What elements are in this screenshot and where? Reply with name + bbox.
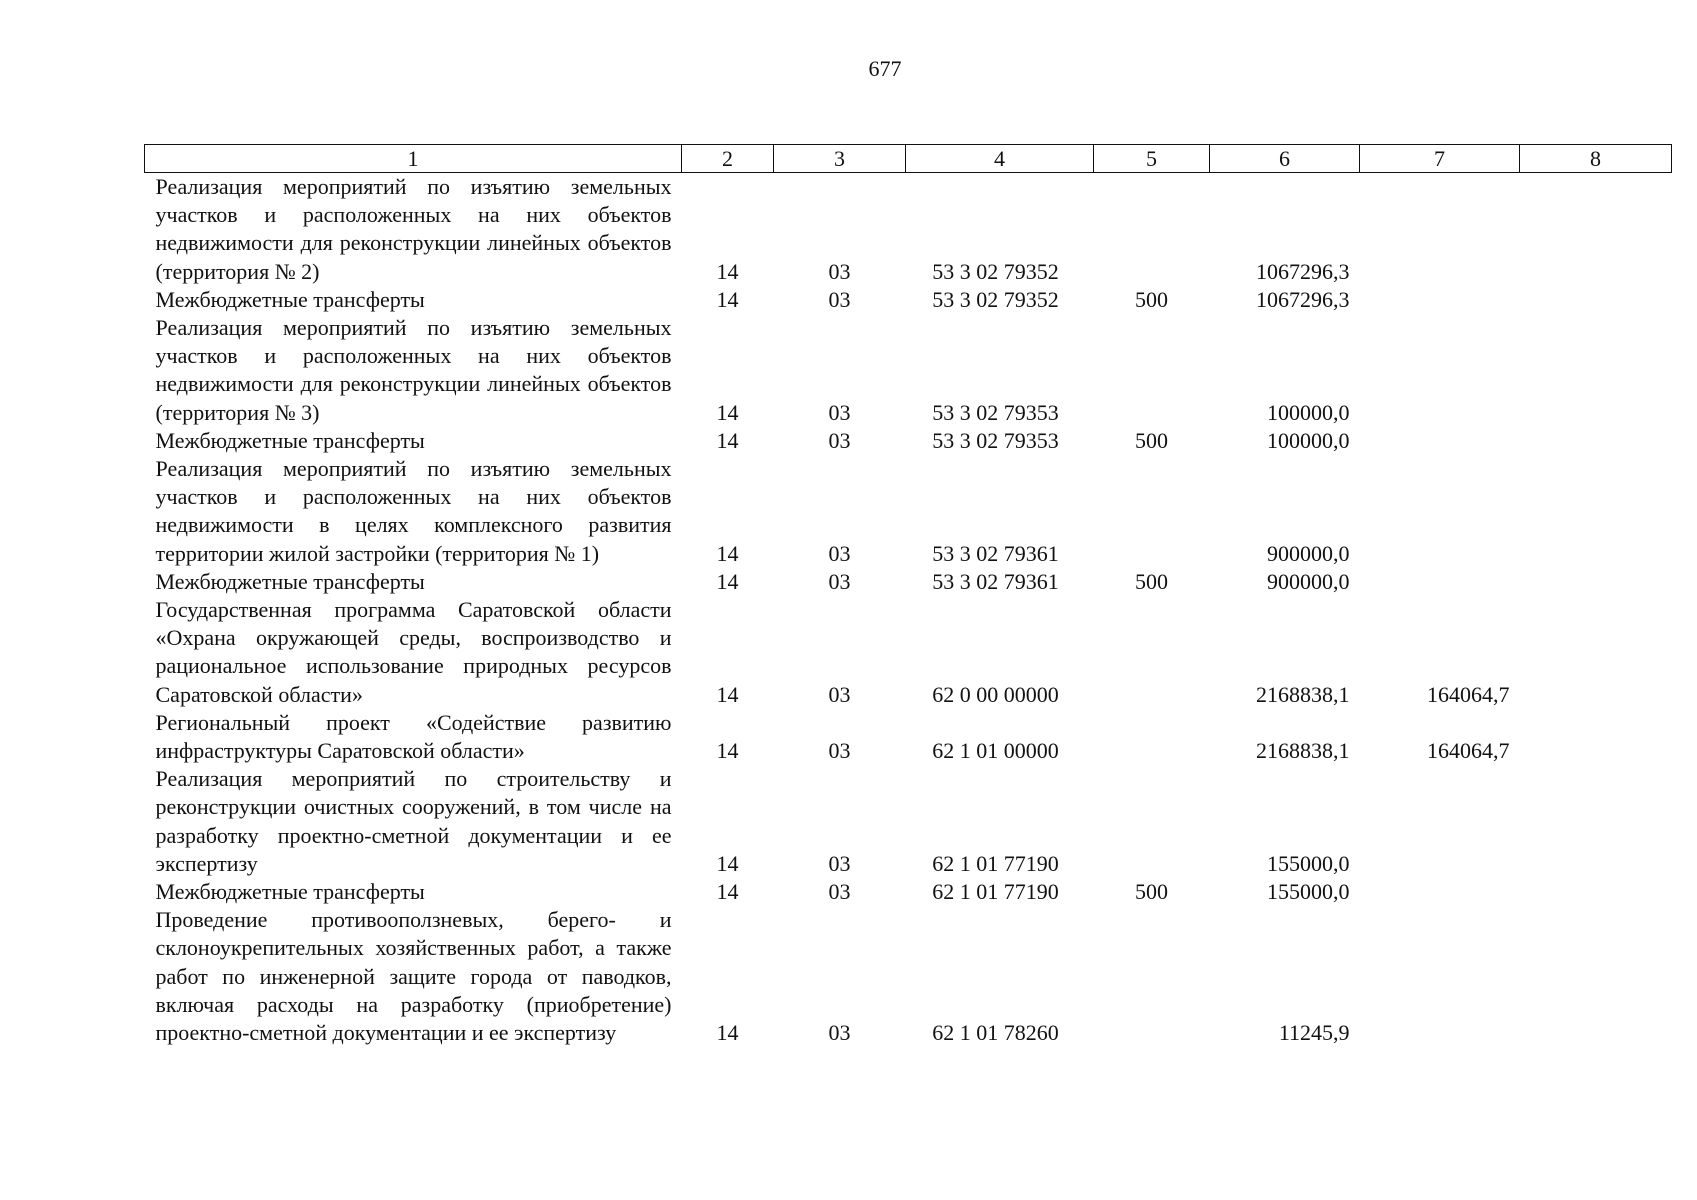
table-row [145,173,1672,286]
cell-col-8 [1520,765,1672,878]
header-col-7: 7 [1360,145,1520,173]
cell-col-5 [1094,596,1210,709]
table-row [145,427,1672,455]
table-row [145,906,1672,1047]
cell-col-4: 53 3 02 79361 [932,540,1059,566]
cell-col-8 [1520,596,1672,709]
table-body [145,173,1672,1048]
cell-col-5 [1094,906,1210,1047]
cell-col-5: 500 [1135,427,1168,453]
row-name: Проведение противооползневых, берего- и склоноукрепительных хозяйственных работ, а также работ по инженерной защите города от паводков, включая расходы на разработку (приобретение) проектно-сметной документации и ее экспертизу [155,907,672,1046]
cell-col-2: 14 [716,738,739,764]
cell-col-6: 155000,0 [1267,850,1350,876]
cell-col-3: 03 [828,286,851,312]
cell-col-7 [1360,427,1520,455]
row-name: Межбюджетные трансферты [155,568,425,594]
cell-col-5 [1094,765,1210,878]
cell-col-7: 164064,7 [1427,738,1510,764]
header-col-5: 5 [1094,145,1210,173]
table-row [145,455,1672,568]
cell-col-7 [1360,173,1520,286]
cell-col-8 [1520,455,1672,568]
cell-col-2: 14 [716,568,739,594]
cell-col-5: 500 [1135,879,1168,905]
cell-col-5: 500 [1135,286,1168,312]
cell-col-6: 1067296,3 [1256,258,1350,284]
table-row [145,596,1672,709]
header-col-8: 8 [1520,145,1672,173]
cell-col-3: 03 [828,738,851,764]
cell-col-6: 2168838,1 [1256,681,1350,707]
cell-col-6: 100000,0 [1267,399,1350,425]
cell-col-4: 62 1 01 77190 [932,879,1059,905]
cell-col-5 [1094,709,1210,765]
row-name: Реализация мероприятий по изъятию земельных участков и расположенных на них объектов недвижимости в целях комплексного развития территории жилой застройки (территория № 1) [155,456,672,566]
cell-col-4: 62 1 01 00000 [932,738,1059,764]
cell-col-2: 14 [716,879,739,905]
header-col-3: 3 [774,145,906,173]
cell-col-7 [1360,286,1520,314]
cell-col-7 [1360,455,1520,568]
cell-col-6: 11245,9 [1278,1020,1350,1046]
cell-col-3: 03 [828,258,851,284]
cell-col-2: 14 [716,850,739,876]
cell-col-2: 14 [716,540,739,566]
cell-col-4: 53 3 02 79352 [932,258,1059,284]
cell-col-4: 53 3 02 79353 [932,399,1059,425]
cell-col-8 [1520,878,1672,906]
cell-col-7 [1360,765,1520,878]
cell-col-2: 14 [716,427,739,453]
cell-col-5: 500 [1135,568,1168,594]
cell-col-7 [1360,568,1520,596]
row-name: Региональный проект «Содействие развитию инфраструктуры Саратовской области» [155,709,672,764]
cell-col-4: 53 3 02 79361 [932,568,1059,594]
page-number: 677 [868,56,902,81]
cell-col-5 [1094,314,1210,427]
cell-col-2: 14 [716,286,739,312]
header-col-6: 6 [1210,145,1360,173]
cell-col-3: 03 [828,568,851,594]
cell-col-4: 62 0 00 00000 [932,681,1059,707]
cell-col-7 [1360,314,1520,427]
cell-col-2: 14 [716,258,739,284]
cell-col-6: 2168838,1 [1256,738,1350,764]
table-row [145,765,1672,878]
table-row [145,286,1672,314]
cell-col-8 [1520,906,1672,1047]
cell-col-6: 100000,0 [1267,427,1350,453]
cell-col-3: 03 [828,1020,851,1046]
cell-col-2: 14 [716,1020,739,1046]
cell-col-6: 1067296,3 [1256,286,1350,312]
row-name: Реализация мероприятий по изъятию земельных участков и расположенных на них объектов недвижимости для реконструкции линейных объектов (территория № 2) [155,174,672,284]
cell-col-8 [1520,314,1672,427]
cell-col-6: 900000,0 [1267,540,1350,566]
cell-col-4: 62 1 01 78260 [932,1020,1059,1046]
cell-col-3: 03 [828,399,851,425]
table-row [145,709,1672,765]
row-name: Государственная программа Саратовской области «Охрана окружающей среды, воспроизводство и рациональное использование природных ресурсов Саратовской области» [155,597,672,707]
table-row [145,314,1672,427]
cell-col-8 [1520,427,1672,455]
row-name: Реализация мероприятий по изъятию земельных участков и расположенных на них объектов недвижимости для реконструкции линейных объектов (территория № 3) [155,315,672,425]
cell-col-7 [1360,878,1520,906]
cell-col-4: 62 1 01 77190 [932,850,1059,876]
cell-col-2: 14 [716,681,739,707]
table-header [145,145,1672,173]
header-col-2: 2 [682,145,774,173]
row-name: Межбюджетные трансферты [155,286,425,312]
cell-col-3: 03 [828,427,851,453]
cell-col-8 [1520,173,1672,286]
cell-col-3: 03 [828,879,851,905]
cell-col-8 [1520,568,1672,596]
cell-col-7 [1360,906,1520,1047]
row-name: Межбюджетные трансферты [155,427,425,453]
cell-col-3: 03 [828,850,851,876]
cell-col-7: 164064,7 [1427,681,1510,707]
cell-col-3: 03 [828,540,851,566]
cell-col-5 [1094,173,1210,286]
header-row [145,145,1672,173]
cell-col-3: 03 [828,681,851,707]
header-col-4: 4 [906,145,1094,173]
row-name: Реализация мероприятий по строительству и реконструкции очистных сооружений, в том числе на разработку проектно-сметной документации и ее экспертизу [155,766,672,876]
budget-table [144,144,1672,1047]
cell-col-6: 155000,0 [1267,879,1350,905]
cell-col-8 [1520,286,1672,314]
header-col-1: 1 [145,145,682,173]
cell-col-5 [1094,455,1210,568]
cell-col-8 [1520,709,1672,765]
cell-col-2: 14 [716,399,739,425]
table-row [145,878,1672,906]
cell-col-4: 53 3 02 79353 [932,427,1059,453]
cell-col-4: 53 3 02 79352 [932,286,1059,312]
table-row [145,568,1672,596]
cell-col-6: 900000,0 [1267,568,1350,594]
row-name: Межбюджетные трансферты [155,879,425,905]
